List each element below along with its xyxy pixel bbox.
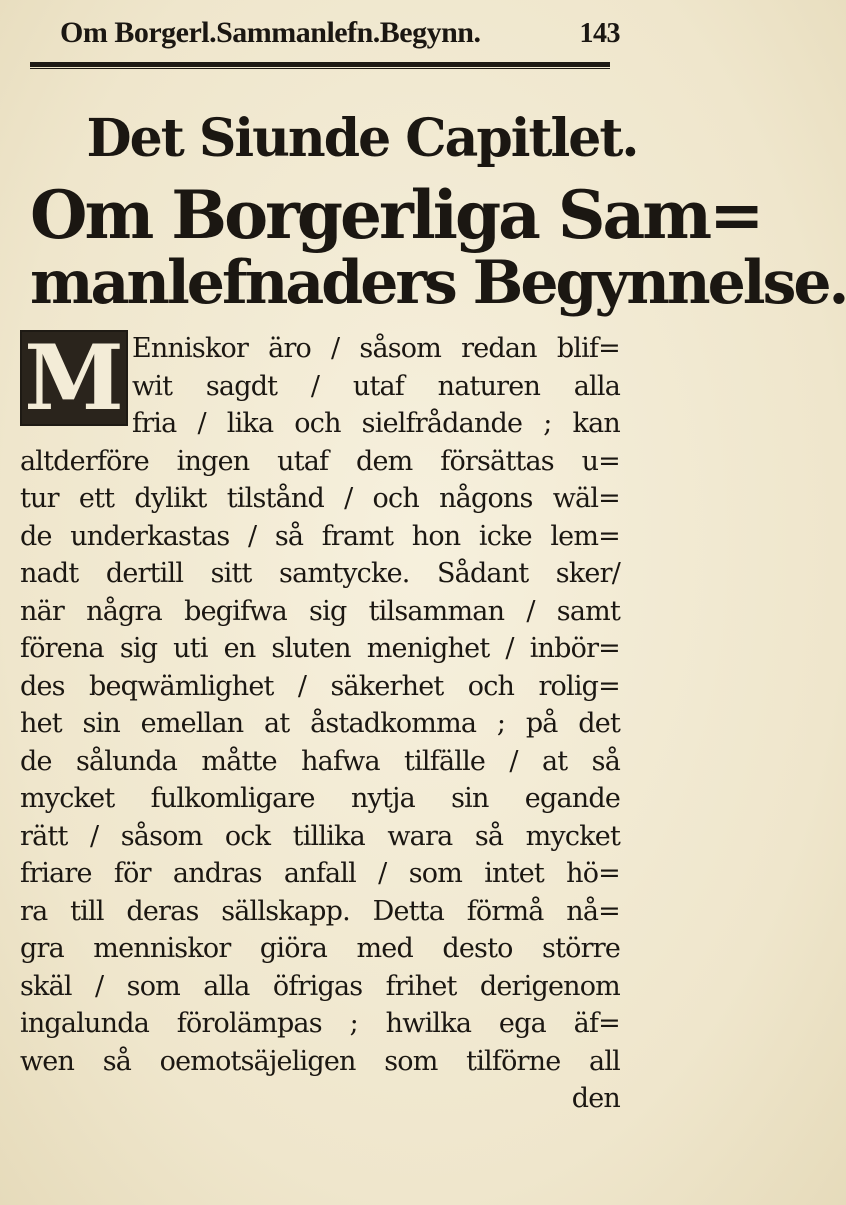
body-text bbox=[20, 330, 620, 1118]
text-line: fria / lika och sielfrådande ; kan bbox=[132, 408, 620, 439]
header-rule-thin bbox=[30, 68, 610, 69]
running-head bbox=[60, 16, 620, 56]
text-line: de underkastas / så framt hon icke lem= bbox=[20, 520, 620, 552]
running-head-title: Om Borgerl.Sammanlefn.Begynn. bbox=[60, 16, 481, 49]
text-line: ra till deras sällskapp. Detta förmå nå= bbox=[20, 895, 620, 927]
text-line: skäl / som alla öfrigas frihet derigenom bbox=[20, 970, 620, 1002]
text-line: tur ett dylikt tilstånd / och någons wäl= bbox=[20, 483, 620, 514]
chapter-subtitle-line-2: manlefnaders Begynnelse. bbox=[30, 248, 846, 318]
page-number: 143 bbox=[579, 18, 620, 49]
chapter-heading: Det Siunde Capitlet. bbox=[86, 108, 638, 169]
text-line: wen så oemotsäjeligen som tilförne all bbox=[20, 1045, 620, 1077]
text-line: när några begifwa sig tilsamman / samt bbox=[20, 595, 620, 627]
text-line: de sålunda måtte hafwa tilfälle / at så bbox=[20, 745, 620, 777]
text-line: het sin emellan at åstadkomma ; på det bbox=[20, 708, 620, 739]
text-line: des beqwämlighet / säkerhet och rolig= bbox=[20, 670, 620, 702]
text-line: wit sagdt / utaf naturen alla bbox=[132, 370, 620, 402]
text-line: gra menniskor giöra med desto större bbox=[20, 933, 620, 964]
text-line: ingalunda förolämpas ; hwilka ega äf= bbox=[20, 1008, 620, 1039]
text-line: altderföre ingen utaf dem försättas u= bbox=[20, 445, 620, 477]
header-rule-thick bbox=[30, 62, 610, 67]
text-line: rätt / såsom ock tillika wara så mycket bbox=[20, 820, 620, 852]
text-line: förena sig uti en sluten menighet / inbör= bbox=[20, 633, 620, 664]
chapter-subtitle-line-1: Om Borgerliga Sam= bbox=[30, 176, 762, 254]
text-line: nadt dertill sitt samtycke. Sådant sker/ bbox=[20, 558, 620, 589]
text-line: friare för andras anfall / som intet hö= bbox=[20, 858, 620, 889]
catchword: den bbox=[571, 1083, 620, 1114]
drop-cap-initial: M bbox=[20, 330, 128, 426]
text-line: Enniskor äro / såsom redan blif= bbox=[132, 333, 620, 364]
text-line: mycket fulkomligare nytja sin egande bbox=[20, 783, 620, 814]
